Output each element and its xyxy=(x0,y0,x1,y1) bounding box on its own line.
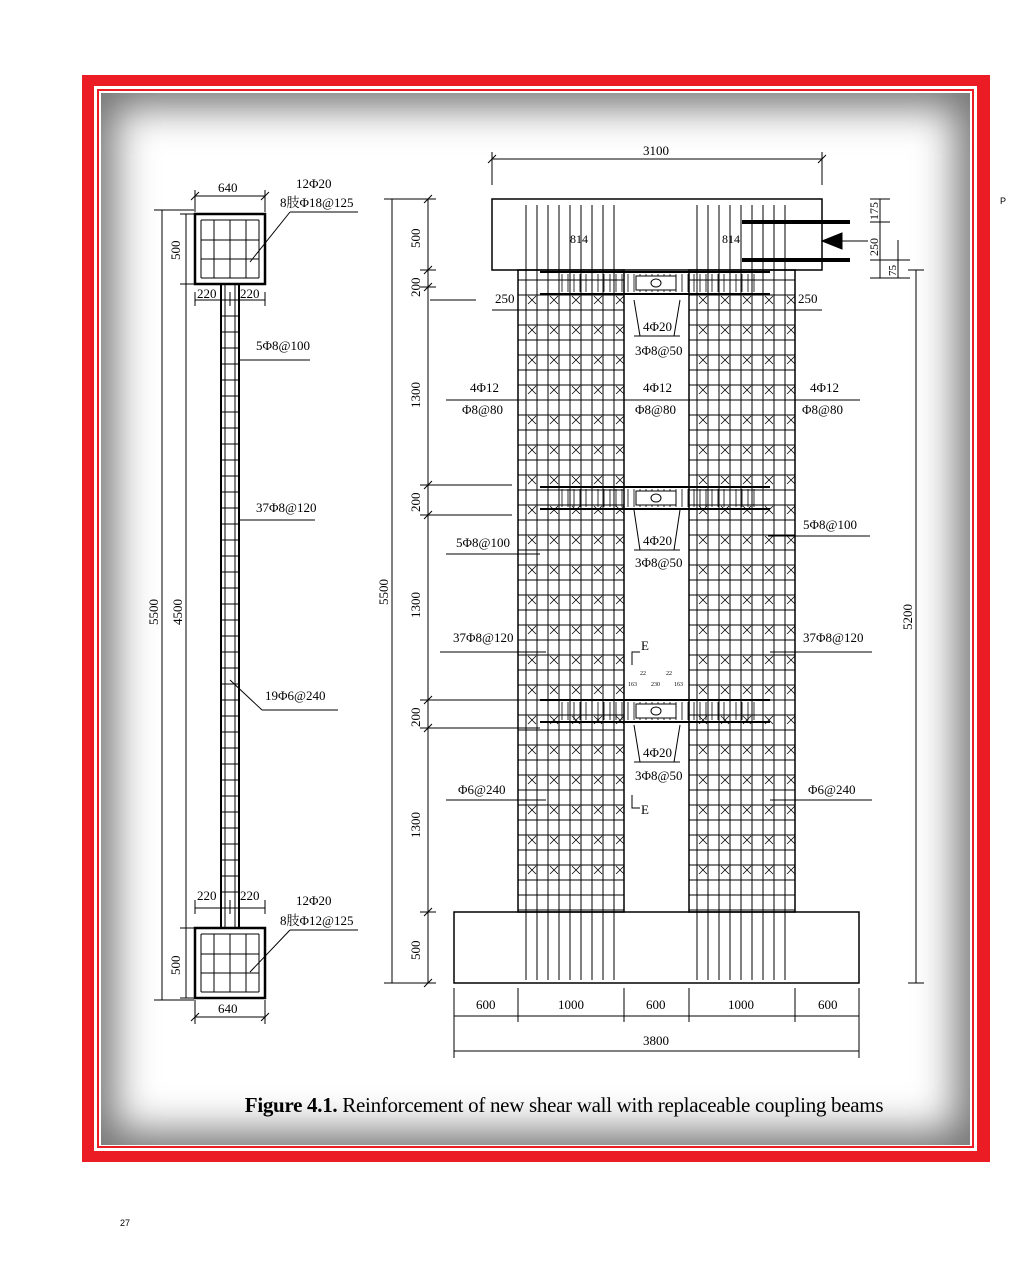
page-edge-mark: P xyxy=(1000,196,1007,206)
section-bottom-offset-right: 220 xyxy=(240,888,260,903)
coupling-stirrup-3: 3Φ8@50 xyxy=(635,768,683,783)
small-dim-22a: 22 xyxy=(640,671,646,677)
elev-edge-right: 250 xyxy=(798,291,818,306)
elev-label-120-right: 37Φ8@120 xyxy=(803,630,864,645)
small-dim-22b: 22 xyxy=(666,671,672,677)
replaceable-fuse xyxy=(636,276,676,290)
section-label-37phi8: 37Φ8@120 xyxy=(256,500,317,515)
coupling-rebar-3: 4Φ20 xyxy=(643,745,673,760)
left-dim-1300-1: 1300 xyxy=(408,382,423,408)
bottom-dim-600c: 600 xyxy=(818,997,838,1012)
section-top-rebar: 12Φ20 xyxy=(296,176,332,191)
small-dim-163a: 163 xyxy=(628,682,637,688)
section-labels xyxy=(146,176,353,1016)
left-dim-200-1: 200 xyxy=(408,277,423,297)
section-offset-right: 220 xyxy=(240,286,260,301)
wall-long-mid: 4Φ12 xyxy=(643,380,673,395)
section-mark-bottom: E xyxy=(641,802,649,817)
figure-caption xyxy=(0,1093,1024,1118)
figure-caption-text: Reinforcement of new shear wall with replaceable coupling beams xyxy=(337,1093,884,1117)
elev-top-width: 3100 xyxy=(643,143,669,158)
left-dim-200-2: 200 xyxy=(408,492,423,512)
figure-label: Figure 4.1. xyxy=(244,1093,338,1117)
coupling-rebar-1: 4Φ20 xyxy=(643,319,673,334)
bottom-dim-600b: 600 xyxy=(646,997,666,1012)
section-bottom-width: 640 xyxy=(218,1001,238,1016)
small-dim-230: 230 xyxy=(651,682,660,688)
wall-stirrup-mid: Φ8@80 xyxy=(635,402,676,417)
section-wall-height: 4500 xyxy=(170,599,185,625)
left-dim-500-top: 500 xyxy=(408,228,423,248)
section-top-stirrup: 8肢Φ18@125 xyxy=(280,195,354,210)
wall-long-left: 4Φ12 xyxy=(470,380,500,395)
section-bottom-rebar: 12Φ20 xyxy=(296,893,332,908)
section-mark-top: E xyxy=(641,638,649,653)
coupling-rebar-2: 4Φ20 xyxy=(643,533,673,548)
section-label-5phi8: 5Φ8@100 xyxy=(256,338,310,353)
elev-label-240-left: Φ6@240 xyxy=(458,782,506,797)
elev-label-100-left: 5Φ8@100 xyxy=(456,535,510,550)
section-top-height: 500 xyxy=(168,240,183,260)
replaceable-fuse xyxy=(636,704,676,718)
bottom-dim-1000b: 1000 xyxy=(728,997,754,1012)
wall-stirrup-right: Φ8@80 xyxy=(802,402,843,417)
elev-right-dim-75: 75 xyxy=(887,265,899,276)
elev-label-120-left: 37Φ8@120 xyxy=(453,630,514,645)
section-bottom-offset-left: 220 xyxy=(197,888,217,903)
section-offset-left: 220 xyxy=(197,286,217,301)
small-dim-163b: 163 xyxy=(674,682,683,688)
elev-beam-width-left: 814 xyxy=(570,232,588,246)
right-total-5200: 5200 xyxy=(900,604,915,630)
elev-label-100-right: 5Φ8@100 xyxy=(803,517,857,532)
coupling-stirrup-1: 3Φ8@50 xyxy=(635,343,683,358)
wall-long-right: 4Φ12 xyxy=(810,380,840,395)
section-top-width: 640 xyxy=(218,180,238,195)
wall-stirrup-left: Φ8@80 xyxy=(462,402,503,417)
page-number: 27 xyxy=(120,1218,131,1228)
bottom-dim-600a: 600 xyxy=(476,997,496,1012)
left-dim-1300-3: 1300 xyxy=(408,812,423,838)
elev-beam-width-right: 814 xyxy=(722,232,740,246)
left-total-5500: 5500 xyxy=(376,579,391,605)
section-total-height: 5500 xyxy=(146,599,161,625)
section-bottom-stirrup: 8肢Φ12@125 xyxy=(280,913,354,928)
replaceable-fuse xyxy=(636,491,676,505)
elev-right-dim-175: 175 xyxy=(867,202,881,220)
left-dim-500-bottom: 500 xyxy=(408,940,423,960)
section-label-19phi6: 19Φ6@240 xyxy=(265,688,326,703)
elev-right-dim-250: 250 xyxy=(867,238,881,256)
left-dim-200-3: 200 xyxy=(408,707,423,727)
left-dim-1300-2: 1300 xyxy=(408,592,423,618)
elev-edge-left: 250 xyxy=(495,291,515,306)
bottom-dim-1000a: 1000 xyxy=(558,997,584,1012)
elevation-view xyxy=(384,152,924,1058)
section-bottom-height: 500 xyxy=(168,955,183,975)
coupling-stirrup-2: 3Φ8@50 xyxy=(635,555,683,570)
elev-label-240-right: Φ6@240 xyxy=(808,782,856,797)
bottom-total-3800: 3800 xyxy=(643,1033,669,1048)
